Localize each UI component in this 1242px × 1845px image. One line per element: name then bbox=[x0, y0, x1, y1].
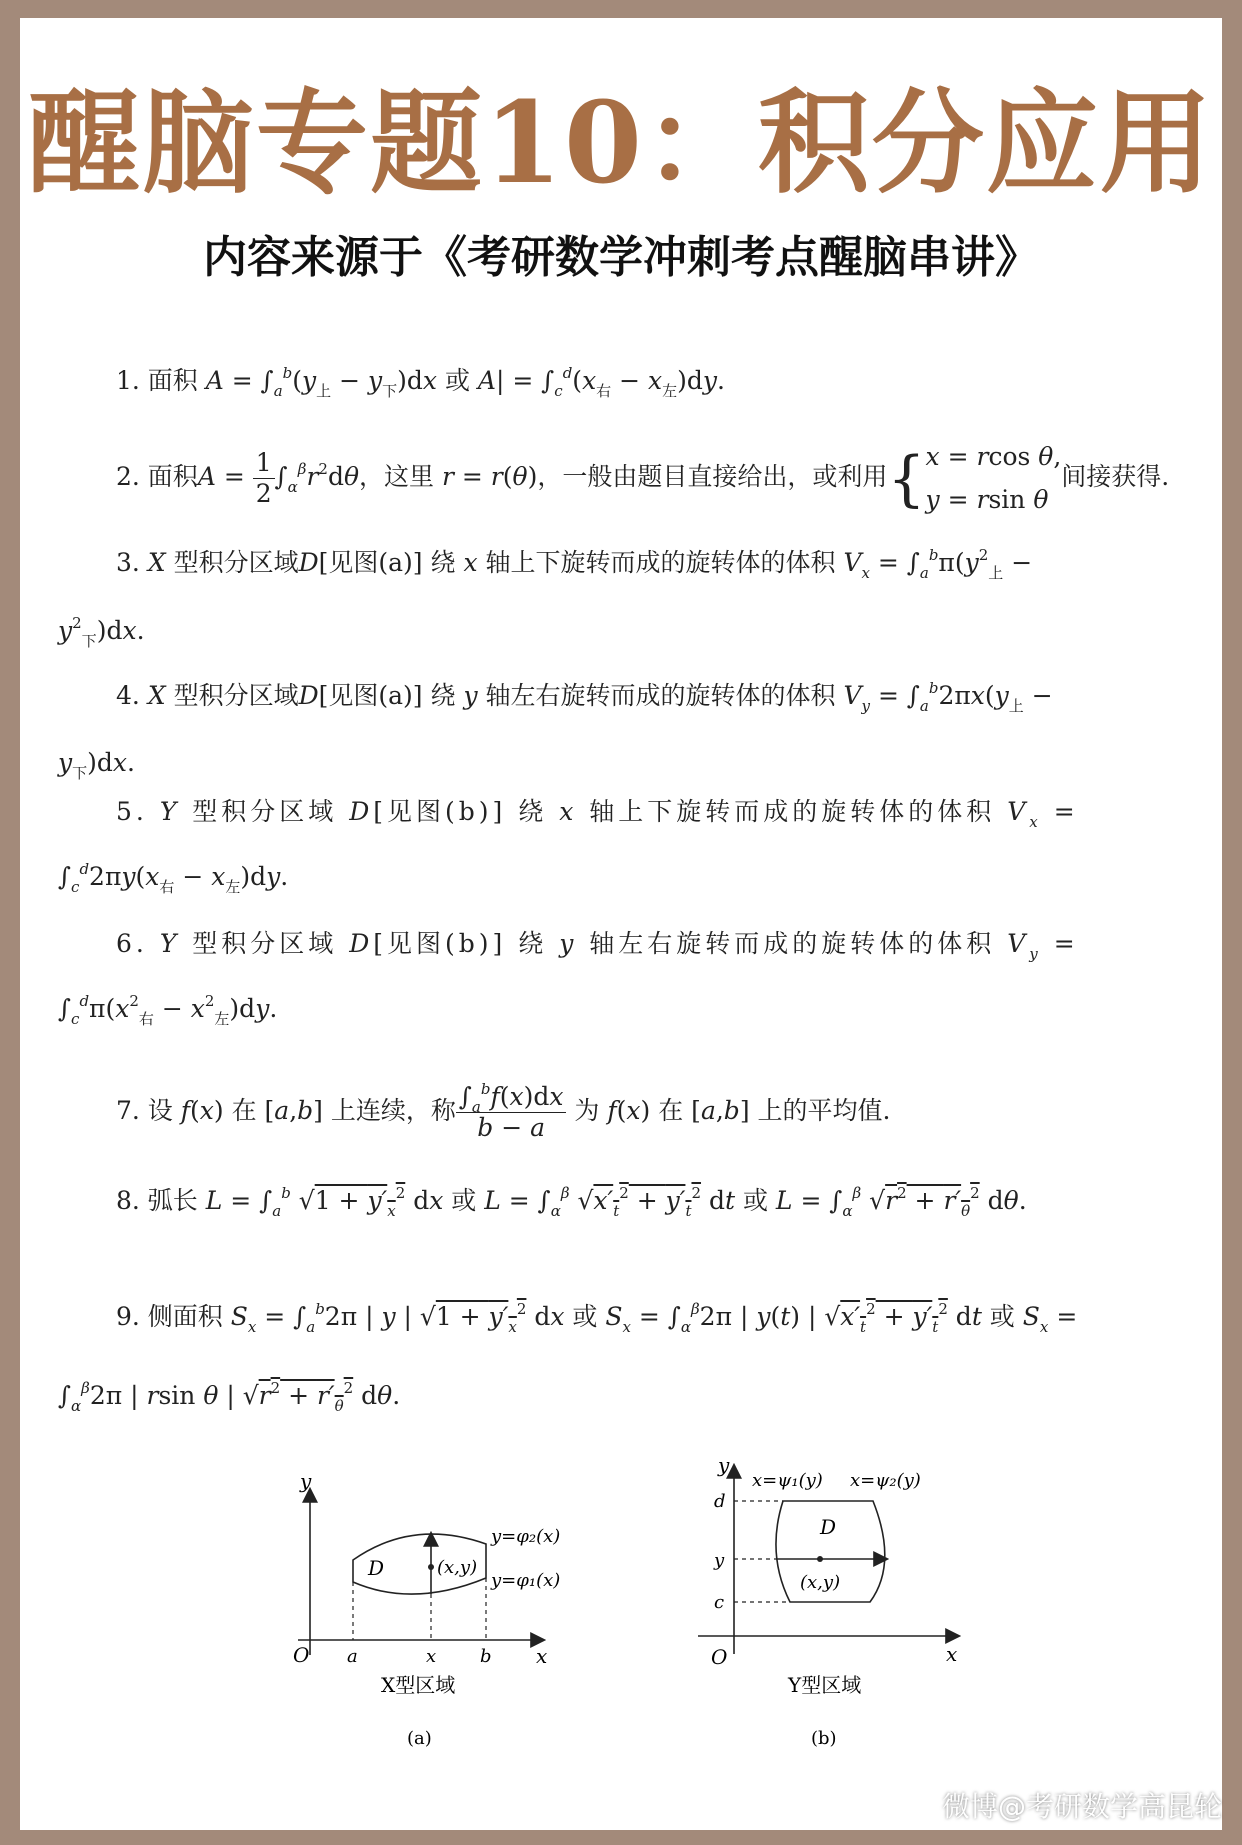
fig-a-caption: X型区域 bbox=[381, 1673, 456, 1697]
fig-b-region-label: D bbox=[820, 1515, 837, 1539]
fig-b-caption: Y型区域 bbox=[788, 1673, 862, 1697]
formula-5: 5. Y 型积分区域 D[见图(b)] 绕 x 轴上下旋转而成的旋转体的体积 $V_x$ = bbox=[116, 797, 1079, 831]
figure-b-y-region bbox=[688, 1454, 988, 1764]
fig-b-left-curve: x=ψ₁(y) bbox=[752, 1470, 823, 1491]
fig-a-label: (a) bbox=[407, 1728, 432, 1749]
formula-4: 4. X 型积分区域D[见图(a)] 绕 y 轴左右旋转而成的旋转体的体积 $V_y = \int_a^b2\pi x(y_上$ − bbox=[116, 679, 1053, 715]
fig-b-tick-c: c bbox=[714, 1592, 725, 1613]
formula-3: 3. X 型积分区域D[见图(a)] 绕 x 轴上下旋转而成的旋转体的体积 $V_x = \int_a^b\pi(y^2_上$ − bbox=[116, 546, 1033, 582]
fig-b-point-label: (x,y) bbox=[800, 1572, 841, 1593]
fig-a-y-label: y bbox=[300, 1470, 312, 1493]
formula-8: 8. 弧长 $L = \int_a^b$ $√1 + y'_x^2$ dx 或 $L = \int_\alpha^\beta$ $√x'_t^2 + y'_t^2$ dt 或 $L = \int_\alpha^\beta$ $√r^2 + r'_\theta^2$ dθ. bbox=[116, 1184, 1027, 1220]
formula-7: 7. 设 f(x) 在 [a,b] 上连续，称 $\frac{\int_a^bf(x)dx}{b - a}$ 为 f(x) 在 [a,b] 上的平均值. bbox=[116, 1080, 891, 1142]
formula-4-cont: $y_下)dx$. bbox=[58, 748, 135, 782]
fig-a-origin: O bbox=[293, 1643, 310, 1667]
formula-5-cont: $\int_c^d2\pi y(x_右 - x_左)dy$. bbox=[58, 860, 289, 896]
formula-9: 9. 侧面积 $S_x = \int_a^b2\pi$ | y | $√1 + y'_x^2$ dx 或 $S_x = \int_\alpha^\beta 2\pi$ | y(t) | $√x'_t^2 + y'_t^2$ dt 或 $S_x$ = bbox=[116, 1300, 1078, 1336]
page-subtitle: 内容来源于《考研数学冲刺考点醒脑串讲》 bbox=[203, 232, 1039, 283]
fig-b-right-curve: x=ψ₂(y) bbox=[850, 1470, 921, 1491]
fig-a-x-label: x bbox=[536, 1644, 548, 1668]
fig-a-tick-b: b bbox=[480, 1646, 492, 1667]
fig-a-point-label: (x,y) bbox=[437, 1557, 478, 1578]
formula-1: 1. 面积 $A = \int_a^b(y_上 - y_下)dx$ 或 $A| = \int_c^d(x_右 - x_左)dy$. bbox=[116, 364, 725, 400]
fig-b-origin: O bbox=[711, 1645, 728, 1669]
fig-a-lower-curve: y=φ₁(x) bbox=[491, 1570, 561, 1591]
formula-9-cont: $\int_\alpha^\beta 2\pi$ | rsin θ | $√r^2 + r'_\theta^2$ dθ. bbox=[58, 1379, 401, 1415]
figure-a-x-region bbox=[283, 1470, 583, 1770]
fig-b-tick-y: y bbox=[714, 1550, 725, 1571]
fig-b-tick-d: d bbox=[714, 1491, 726, 1512]
watermark: 微博@考研数学高昆轮 bbox=[941, 1790, 1222, 1823]
fig-b-x-label: x bbox=[946, 1642, 958, 1666]
page-title: 醒脑专题10：积分应用 bbox=[28, 78, 1214, 209]
fig-a-upper-curve: y=φ₂(x) bbox=[491, 1526, 561, 1547]
formula-3-cont: $y^2_下)dx$. bbox=[58, 614, 145, 650]
fig-b-y-label: y bbox=[718, 1454, 730, 1477]
formula-2: 2. 面积A = $\frac{1}{2}$ $\int_\alpha^\beta r^2d\theta$，这里 r = r(θ)，一般由题目直接给出，或利用{x = rcos θ, y = rsin θ间接获得. bbox=[116, 442, 1170, 514]
fig-a-tick-a: a bbox=[347, 1646, 358, 1667]
formula-6-cont: $\int_c^d\pi(x^2_右 - x^2_左)dy$. bbox=[58, 992, 278, 1028]
formula-6: 6. Y 型积分区域 D[见图(b)] 绕 y 轴左右旋转而成的旋转体的体积 $V_y$ = bbox=[116, 929, 1079, 963]
fig-b-label: (b) bbox=[811, 1728, 837, 1749]
fig-a-point bbox=[428, 1564, 434, 1570]
fig-a-region-label: D bbox=[368, 1556, 385, 1580]
fig-a-tick-x: x bbox=[426, 1646, 437, 1667]
fig-b-point bbox=[817, 1556, 823, 1562]
document-page bbox=[20, 18, 1222, 1830]
